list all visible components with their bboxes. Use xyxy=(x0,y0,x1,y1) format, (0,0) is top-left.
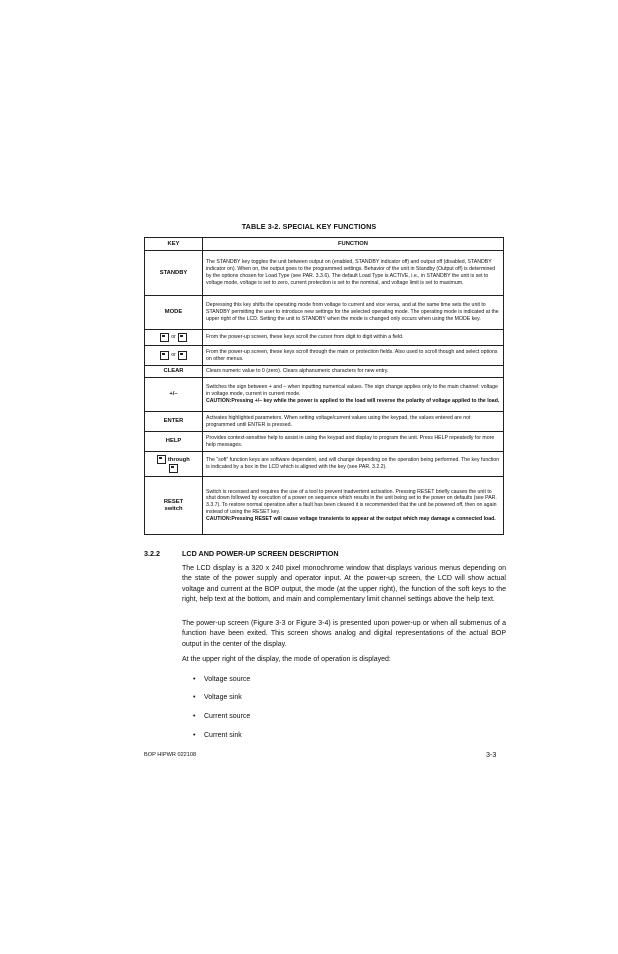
list-item: • Current source xyxy=(193,713,251,720)
bullet-text: Current source xyxy=(204,713,251,720)
list-item: • Current sink xyxy=(193,732,242,739)
table-row xyxy=(145,412,504,432)
function-up-down-arrows: From the power-up screen, these keys scroll through the main or protection fields. Also used to scroll though and select options on other menus. xyxy=(203,346,504,366)
key-enter: ENTER xyxy=(145,412,203,432)
function-clear: Clears numeric value to 0 (zero). Clears alphanumeric characters for new entry. xyxy=(203,366,504,378)
left-arrow-key-icon xyxy=(160,333,169,342)
function-left-right-arrows: From the power-up screen, these keys scroll the cursor from digit to digit within a field. xyxy=(203,330,504,346)
list-item: • Voltage source xyxy=(193,676,251,683)
function-standby: The STANDBY key toggles the unit between output on (enabled, STANDBY indicator off) and output off (disabled, STANDBY indicator on). When on, the output goes to the programmed settings. Behavior of the unit in Standby (Output off) is determined by the options chosen for Load Type (see PAR. 3.3.6). The default Load Type is ACTIVE, i.e., in STANDBY the unit is set to voltage mode, voltage is set to zero, current protection is set to the nominal, and voltage limit is set to maximum. xyxy=(203,251,504,296)
list-item: • Voltage sink xyxy=(193,694,242,701)
special-key-functions-table xyxy=(144,237,504,535)
function-reset xyxy=(203,477,504,535)
or-label: or xyxy=(171,351,176,358)
switch-label: switch xyxy=(164,505,183,512)
table-row xyxy=(145,378,504,412)
function-soft-keys: The “soft” function keys are software dependent, and will change depending on the operation being performed. The key function is indicated by a box in the LCD which is aligned with the key (see PAR. 3.2.2). xyxy=(203,452,504,477)
section-heading xyxy=(144,549,339,558)
table-header-row xyxy=(145,238,504,251)
footer-page-number: 3-3 xyxy=(486,750,497,759)
key-plus-minus: +/– xyxy=(145,378,203,412)
bullet-text: Current sink xyxy=(204,732,242,739)
table-row xyxy=(145,366,504,378)
bullet-text: Voltage sink xyxy=(204,694,242,701)
key-standby: STANDBY xyxy=(145,251,203,296)
header-key: KEY xyxy=(145,238,203,251)
table-row xyxy=(145,330,504,346)
key-up-down-arrows xyxy=(145,346,203,366)
up-arrow-key-icon xyxy=(160,351,169,360)
section-number: 3.2.2 xyxy=(144,549,160,558)
key-mode: MODE xyxy=(145,296,203,330)
key-left-right-arrows xyxy=(145,330,203,346)
function-enter: Activates highlighted parameters. When setting voltage/current values using the keypad, the values entered are not programmed until ENTER is pressed. xyxy=(203,412,504,432)
table-row xyxy=(145,452,504,477)
or-label: or xyxy=(171,333,176,340)
section-title: LCD AND POWER-UP SCREEN DESCRIPTION xyxy=(182,549,339,558)
footer-document-id: BOP HIPWR 022108 xyxy=(144,752,197,758)
table-row xyxy=(145,251,504,296)
reset-description: Switch is recessed and requires the use of a tool to prevent inadvertent activation. Pressing RESET briefly causes the unit to shut down followed by execution of a power on sequence which results in the unit being set to the power on defaults (see PAR. 3.3.7). To restore normal operation after a fault has been cleared it is recommended that the unit be powered off, then on again instead of using the RESET key. xyxy=(206,488,497,515)
table-row xyxy=(145,477,504,535)
key-reset xyxy=(145,477,203,535)
header-function: FUNCTION xyxy=(203,238,504,251)
function-mode: Depressing this key shifts the operating mode from voltage to current and vice versa, and at the same time sets the unit to STANDBY permitting the user to introduce new settings for the selected operating mode. The operating mode is indicated at the upper right of the LCD. Setting the unit to STANDBY when the mode is changed only occurs when using the MODE key. xyxy=(203,296,504,330)
bullet-text: Voltage source xyxy=(204,676,251,683)
table-title: TABLE 3-2. SPECIAL KEY FUNCTIONS xyxy=(241,222,377,231)
key-clear: CLEAR xyxy=(145,366,203,378)
paragraph-power-up-screen: The power-up screen (Figure 3-3 or Figure 3-4) is presented upon power-up or when all submenus of a function have been exited. This screen shows analog and digital representations of the actual BOP output in the center of the display. xyxy=(182,620,506,648)
soft-key-f6-icon xyxy=(169,464,178,473)
soft-key-f1-icon xyxy=(157,455,166,464)
table-row xyxy=(145,432,504,452)
key-soft-keys xyxy=(145,452,203,477)
key-help: HELP xyxy=(145,432,203,452)
paragraph-lcd-description: The LCD display is a 320 x 240 pixel monochrome window that displays various menus depending on the state of the power supply and operator input. At the power-up screen, the LCD will show actual voltage and current at the BOP output, the mode (at the upper right), the function of the soft keys to the right, help text at the bottom, and main and complementary limit channel settings above the help text. xyxy=(182,565,506,604)
table-row xyxy=(145,296,504,330)
plus-minus-caution: CAUTION:Pressing +/– key while the power is applied to the load will reverse the polarity of voltage applied to the load. xyxy=(206,397,500,404)
right-arrow-key-icon xyxy=(178,333,187,342)
plus-minus-description: Switches the sign between + and – when inputting numerical values. The sign change applies only to the main channel: voltage in voltage mode, current in current mode. xyxy=(206,384,498,398)
down-arrow-key-icon xyxy=(178,351,187,360)
through-label: through xyxy=(167,457,190,463)
function-help: Provides context-sensitive help to assist in using the keypad and display to program the unit. Press HELP repeatedly for more help messages. xyxy=(203,432,504,452)
function-plus-minus xyxy=(203,378,504,412)
reset-caution: CAUTION:Pressing RESET will cause voltage transients to appear at the output which may damage a connected load. xyxy=(206,515,496,522)
reset-label: RESET xyxy=(163,498,184,505)
table-row xyxy=(145,346,504,366)
paragraph-mode-display: At the upper right of the display, the mode of operation is displayed: xyxy=(182,656,391,663)
